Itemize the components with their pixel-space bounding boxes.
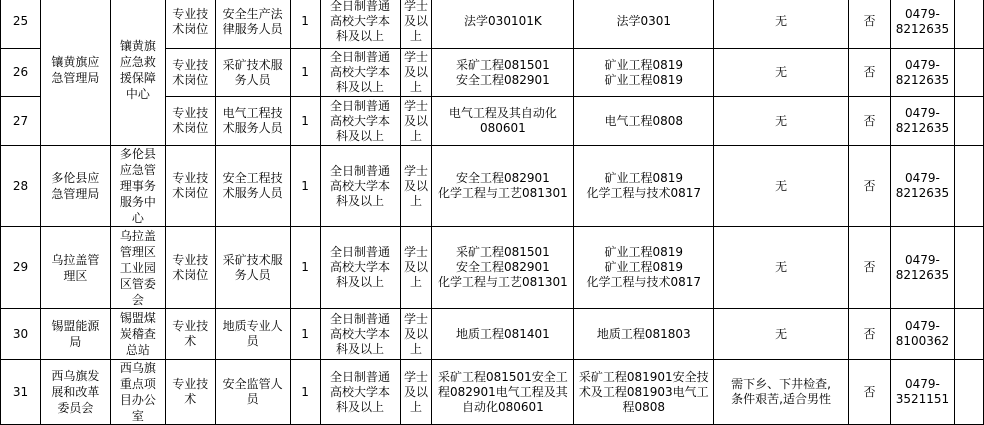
empty-cell	[954, 97, 983, 146]
unit-cell: 镶黄旗 应急救 援保障 中心	[110, 0, 165, 146]
table-row	[1, 0, 984, 49]
major-grad-cell: 矿业工程0819 矿业工程0819	[574, 49, 714, 97]
empty-cell	[954, 49, 983, 97]
other-requirements-cell: 无	[714, 0, 849, 49]
degree-cell: 学士 及以 上	[400, 97, 432, 146]
phone-cell: 0479- 3521151	[890, 360, 954, 425]
department-cell: 镶黄旗应 急管理局	[40, 0, 110, 146]
empty-cell	[954, 146, 983, 227]
headcount-cell: 1	[290, 146, 320, 227]
flag-cell: 否	[849, 146, 891, 227]
flag-cell: 否	[849, 227, 891, 309]
empty-cell	[954, 309, 983, 360]
unit-cell: 西乌旗 重点项 目办公 室	[110, 360, 165, 425]
major-undergrad-cell: 法学030101K	[432, 0, 574, 49]
education-cell: 全日制普通 高校大学本 科及以上	[320, 309, 400, 360]
post-type-cell: 专业技 术岗位	[165, 146, 215, 227]
post-name-cell: 地质专业人 员	[215, 309, 290, 360]
other-requirements-cell: 无	[714, 49, 849, 97]
education-cell: 全日制普通 高校大学本 科及以上	[320, 0, 400, 49]
major-undergrad-cell: 地质工程081401	[432, 309, 574, 360]
table-row	[1, 360, 984, 425]
phone-cell: 0479- 8212635	[890, 146, 954, 227]
major-undergrad-cell: 采矿工程081501 安全工程082901 化学工程与工艺081301	[432, 227, 574, 309]
row-number: 25	[1, 0, 41, 49]
row-number: 30	[1, 309, 41, 360]
department-cell: 乌拉盖管 理区	[40, 227, 110, 309]
education-cell: 全日制普通 高校大学本 科及以上	[320, 97, 400, 146]
major-grad-cell: 电气工程0808	[574, 97, 714, 146]
table-row	[1, 227, 984, 309]
degree-cell: 学士 及以 上	[400, 0, 432, 49]
headcount-cell: 1	[290, 0, 320, 49]
post-name-cell: 采矿技术服 务人员	[215, 49, 290, 97]
degree-cell: 学士 及以 上	[400, 309, 432, 360]
row-number: 26	[1, 49, 41, 97]
degree-cell: 学士 及以 上	[400, 49, 432, 97]
major-undergrad-cell: 采矿工程081501安全工 程082901电气工程及其 自动化080601	[432, 360, 574, 425]
flag-cell: 否	[849, 309, 891, 360]
flag-cell: 否	[849, 97, 891, 146]
education-cell: 全日制普通 高校大学本 科及以上	[320, 146, 400, 227]
headcount-cell: 1	[290, 97, 320, 146]
flag-cell: 否	[849, 360, 891, 425]
degree-cell: 学士 及以 上	[400, 227, 432, 309]
empty-cell	[954, 0, 983, 49]
major-undergrad-cell: 采矿工程081501 安全工程082901	[432, 49, 574, 97]
phone-cell: 0479- 8212635	[890, 49, 954, 97]
phone-cell: 0479- 8212635	[890, 227, 954, 309]
department-cell: 多伦县应 急管理局	[40, 146, 110, 227]
headcount-cell: 1	[290, 49, 320, 97]
row-number: 31	[1, 360, 41, 425]
other-requirements-cell: 无	[714, 309, 849, 360]
post-type-cell: 专业技 术	[165, 309, 215, 360]
unit-cell: 乌拉盖 管理区 工业园 区管委 会	[110, 227, 165, 309]
post-type-cell: 专业技 术岗位	[165, 0, 215, 49]
department-cell: 锡盟能源 局	[40, 309, 110, 360]
other-requirements-cell: 需下乡、下井检查, 条件艰苦,适合男性	[714, 360, 849, 425]
major-grad-cell: 矿业工程0819 化学工程与技术0817	[574, 146, 714, 227]
headcount-cell: 1	[290, 360, 320, 425]
post-type-cell: 专业技 术岗位	[165, 97, 215, 146]
post-type-cell: 专业技 术	[165, 360, 215, 425]
flag-cell: 否	[849, 0, 891, 49]
phone-cell: 0479- 8100362	[890, 309, 954, 360]
major-grad-cell: 矿业工程0819 矿业工程0819 化学工程与技术0817	[574, 227, 714, 309]
education-cell: 全日制普通 高校大学本 科及以上	[320, 49, 400, 97]
degree-cell: 学士 及以 上	[400, 360, 432, 425]
education-cell: 全日制普通 高校大学本 科及以上	[320, 227, 400, 309]
headcount-cell: 1	[290, 227, 320, 309]
unit-cell: 锡盟煤 炭稽查 总站	[110, 309, 165, 360]
other-requirements-cell: 无	[714, 146, 849, 227]
other-requirements-cell: 无	[714, 97, 849, 146]
phone-cell: 0479- 8212635	[890, 0, 954, 49]
major-grad-cell: 采矿工程081901安全技 术及工程081903电气工 程0808	[574, 360, 714, 425]
table-row	[1, 146, 984, 227]
major-grad-cell: 地质工程081803	[574, 309, 714, 360]
phone-cell: 0479- 8212635	[890, 97, 954, 146]
row-number: 29	[1, 227, 41, 309]
major-undergrad-cell: 安全工程082901 化学工程与工艺081301	[432, 146, 574, 227]
post-name-cell: 安全工程技 术服务人员	[215, 146, 290, 227]
post-name-cell: 采矿技术服 务人员	[215, 227, 290, 309]
post-name-cell: 安全监管人 员	[215, 360, 290, 425]
flag-cell: 否	[849, 49, 891, 97]
row-number: 28	[1, 146, 41, 227]
major-undergrad-cell: 电气工程及其自动化 080601	[432, 97, 574, 146]
table-body	[1, 0, 984, 425]
education-cell: 全日制普通 高校大学本 科及以上	[320, 360, 400, 425]
degree-cell: 学士 及以 上	[400, 146, 432, 227]
headcount-cell: 1	[290, 309, 320, 360]
post-name-cell: 安全生产法 律服务人员	[215, 0, 290, 49]
empty-cell	[954, 227, 983, 309]
department-cell: 西乌旗发 展和改革 委员会	[40, 360, 110, 425]
table-row	[1, 309, 984, 360]
post-type-cell: 专业技 术岗位	[165, 227, 215, 309]
other-requirements-cell: 无	[714, 227, 849, 309]
post-name-cell: 电气工程技 术服务人员	[215, 97, 290, 146]
row-number: 27	[1, 97, 41, 146]
major-grad-cell: 法学0301	[574, 0, 714, 49]
post-type-cell: 专业技 术岗位	[165, 49, 215, 97]
empty-cell	[954, 360, 983, 425]
unit-cell: 多伦县 应急管 理事务 服务中 心	[110, 146, 165, 227]
